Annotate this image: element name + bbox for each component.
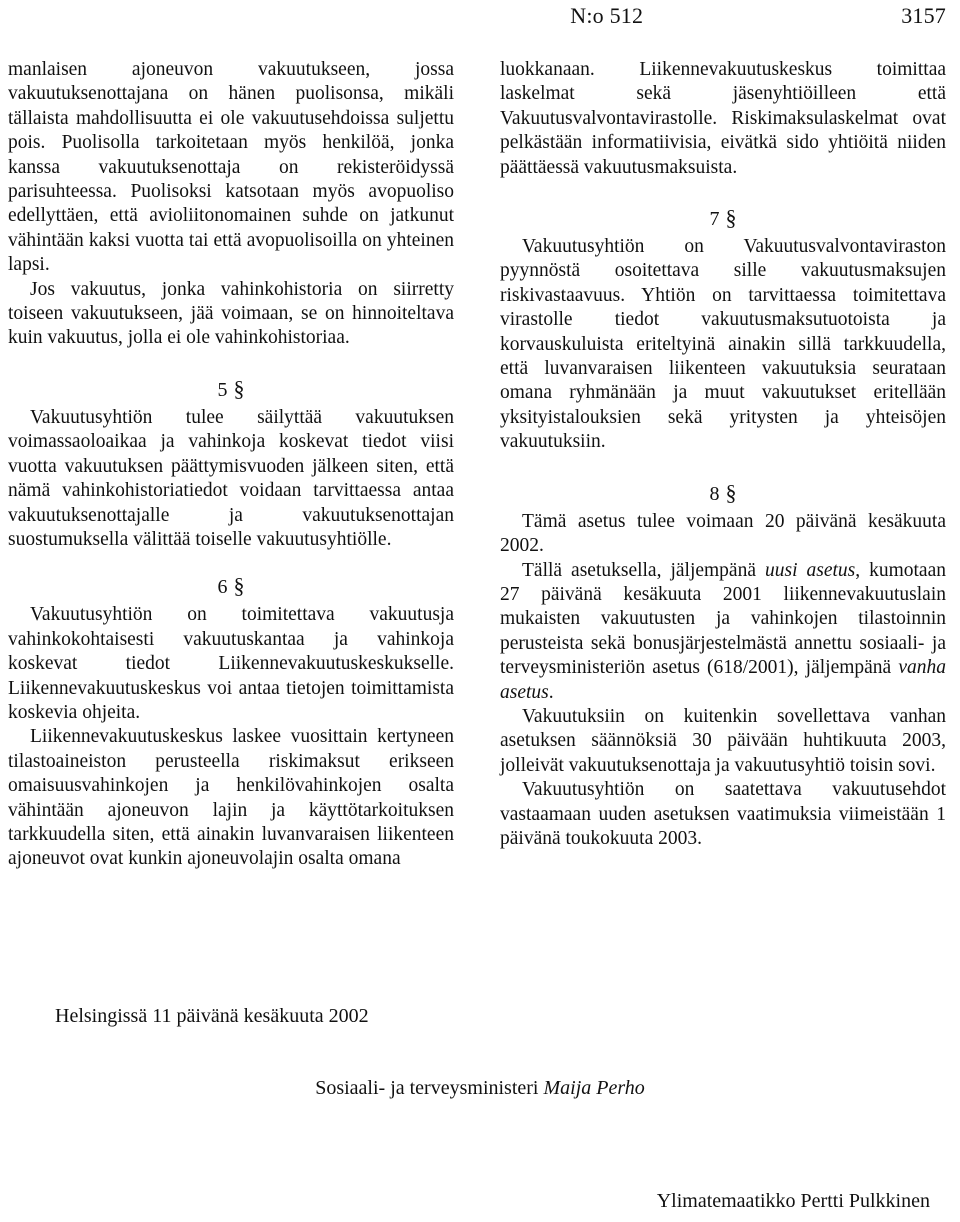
- paragraph-terms-deadline: Vakuutusyhtiön on saatettava vakuutusehdot vastaamaan uuden asetuksen vaatimuksia viimeistään 1 päivänä toukokuuta 2003.: [500, 779, 946, 849]
- actuary-signature: Ylimatemaatikko Pertti Pulkkinen: [656, 1190, 930, 1212]
- paragraph-section-7: Vakuutusyhtiön on Vakuutusvalvontaviraston pyynnöstä osoitettava sille vakuutusmaksujen riskivastaavuus. Yhtiön on tarvittaessa toimitettava virastolle tiedot vakuutusmaksutuotoista ja korvauskuluista eriteltyinä ainakin sillä tarkkuudella, että luvanvaraisen liikenteen vakuutuksia seurataan omana ryhmänään ja muut vakuutukset eritellään yksityistalouksien sekä yritysten ja yhteisöjen vakuutuksiin.: [500, 236, 946, 453]
- section-8-heading: [500, 481, 946, 506]
- section-7-heading: [500, 206, 946, 231]
- page-number: 3157: [901, 3, 946, 28]
- paragraph-section-5: Vakuutusyhtiön tulee säilyttää vakuutuksen voimassaoloaikaa ja vahinkoja koskevat tiedot viisi vuotta vakuutuksen päättymisvuoden jälkeen siten, että nämä vahinkohistoriatiedot voidaan tarvittaessa antaa vakuutuksenottajalle ja vakuutuksenottajan suostumuksella välittää toiselle vakuutusyhtiölle.: [8, 406, 454, 550]
- term-new-decree: uusi asetus: [764, 559, 856, 581]
- issue-number: N:o 512: [570, 3, 644, 28]
- section-5-number: 5: [217, 378, 228, 401]
- section-5-heading: [8, 377, 454, 402]
- place-and-date: Helsingissä 11 päivänä kesäkuuta 2002: [55, 1005, 369, 1027]
- section-8-number: 8: [709, 482, 720, 505]
- section-sign-icon: §: [725, 205, 737, 231]
- section-7-number: 7: [709, 208, 720, 231]
- paragraph-transferred-history: Jos vakuutus, jonka vahinkohistoria on siirretty toiseen vakuutukseen, jää voimaan, se on hinnoiteltava kuin vakuutus, jolla ei ole vahinkohistoriaa.: [8, 278, 454, 349]
- paragraph-transition: Vakuutuksiin on kuitenkin sovellettava vanhan asetuksen säännöksiä 30 päivään huhtikuuta 2003, jolleivät vakuutuksenottaja ja vakuutusyhtiö toisin sovi.: [500, 705, 946, 776]
- section-sign-icon: §: [725, 479, 737, 505]
- section-sign-icon: §: [233, 375, 245, 401]
- paragraph-section-6-first: Vakuutusyhtiön on toimitettava vakuutusja vahinkokohtaisesti vakuutuskantaa ja vahinkoja koskevat tiedot Liikennevakuutuskeskukselle. Liikennevakuutuskeskus voi antaa tietojen toimittamista koskevia ohjeita.: [8, 604, 454, 723]
- paragraph-entry-into-force: Tämä asetus tulee voimaan 20 päivänä kesäkuuta 2002.: [500, 510, 946, 557]
- section-6-heading: [8, 574, 454, 599]
- left-column: [8, 58, 454, 872]
- repeal-text-c: .: [548, 681, 554, 703]
- right-column: [500, 58, 946, 851]
- paragraph-spouse-definition: manlaisen ajoneuvon vakuutukseen, jossa vakuutuksenottajana on hänen puolisonsa, mikäli tällaista mahdollisuutta ei ole vakuutusehdoissa suljettu pois. Puolisolla tarkoitetaan myös henkilöä, jonka kanssa vakuutuksenottaja on rekisteröidyssä parisuhteessa. Puolisoksi katsotaan myös avopuoliso edellyttäen, että avioliitonomainen suhde on jatkunut vähintään kaksi vuotta tai että avopuolisoilla on yhteinen lapsi.: [8, 59, 454, 276]
- paragraph-repeal: [500, 559, 946, 705]
- section-6-number: 6: [217, 576, 228, 599]
- page-header: [570, 3, 946, 29]
- paragraph-continuation: luokkanaan. Liikennevakuutuskeskus toimittaa laskelmat sekä jäsenyhtiöilleen että Vakuutusvalvontavirastolle. Riskimaksulaskelmat ovat pelkästään informatiivisia, eivätkä sido yhtiöitä niiden päättäessä vakuutusmaksuista.: [500, 59, 946, 178]
- term-old-decree: vanha asetus: [500, 657, 946, 703]
- minister-title: Sosiaali- ja terveysministeri: [315, 1077, 544, 1099]
- section-sign-icon: §: [233, 573, 245, 599]
- minister-name: Maija Perho: [543, 1077, 645, 1099]
- paragraph-section-6-second: Liikennevakuutuskeskus laskee vuosittain kertyneen tilastoaineiston perusteella riskimaksut erikseen omaisuusvahinkojen ja henkilövahinkojen osalta vähintään ajoneuvon lajin ja käyttötarkoituksen tarkkuudella siten, että ainakin luvanvaraisen liikenteen ajoneuvot ovat kunkin ajoneuvolajin osalta omana: [8, 726, 454, 870]
- repeal-text-a: Tällä asetuksella, jäljempänä: [522, 559, 765, 581]
- minister-signature: [0, 1077, 960, 1100]
- repeal-text-b: , kumotaan 27 päivänä kesäkuuta 2001 liikennevakuutuslain mukaisten vakuutusten ja vahinkojen tilastoinnin perusteista sekä bonusjärjestelmästä annettu sosiaali- ja terveysministeriön asetus (618/2001), jäljempänä: [500, 559, 946, 679]
